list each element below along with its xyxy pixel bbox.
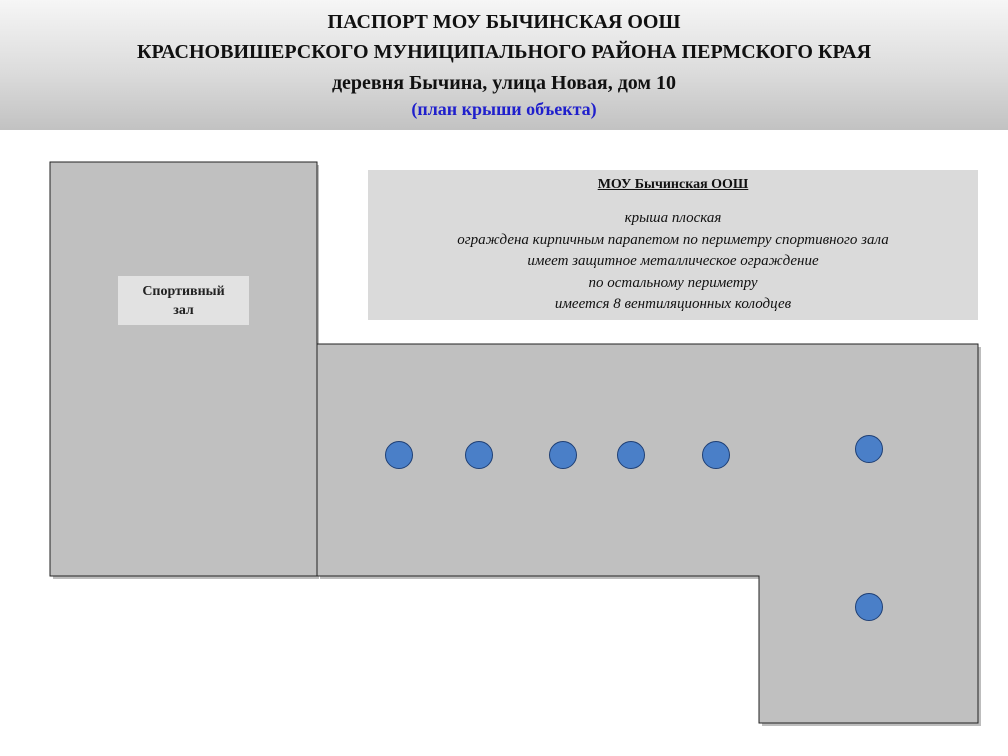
header-title-line2: КРАСНОВИШЕРСКОГО МУНИЦИПАЛЬНОГО РАЙОНА ПЕРМСКОГО КРАЯ (136, 41, 872, 63)
info-note-5: имеется 8 вентиляционных колодцев (554, 296, 792, 312)
info-box (368, 170, 978, 320)
gym-roof (50, 162, 317, 576)
info-notes (368, 208, 978, 316)
header-subtitle: (план крыши объекта) (411, 99, 597, 119)
info-note-1: крыша плоская (624, 210, 722, 226)
gym-label-line2: зал (173, 303, 194, 318)
info-title: МОУ Бычинская ООШ (597, 177, 749, 192)
main-building-roof (317, 344, 978, 723)
ventilation-shaft-5 (703, 442, 730, 469)
header-address: деревня Бычина, улица Новая, дом 10 (331, 72, 677, 94)
ventilation-shaft-4 (618, 442, 645, 469)
info-note-2: ограждена кирпичным парапетом по периметру спортивного зала (457, 231, 889, 248)
ventilation-shaft-1 (386, 442, 413, 469)
gym-label-line1: Спортивный (142, 284, 225, 299)
ventilation-shaft-7 (856, 594, 883, 621)
info-note-4: по остальному периметру (588, 274, 758, 291)
ventilation-shaft-6 (856, 436, 883, 463)
header-title-line1: ПАСПОРТ МОУ БЫЧИНСКАЯ ООШ (327, 11, 681, 33)
ventilation-shaft-2 (466, 442, 493, 469)
gym-label (118, 276, 249, 325)
info-note-3: имеет защитное металлическое ограждение (527, 253, 819, 269)
ventilation-shaft-3 (550, 442, 577, 469)
